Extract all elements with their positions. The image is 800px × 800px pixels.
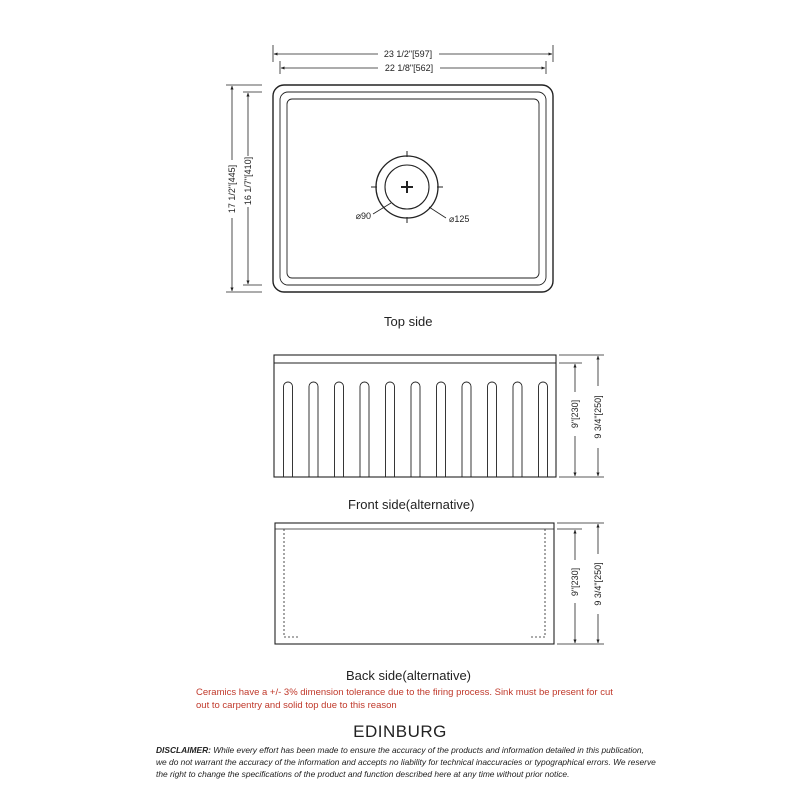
front-view-labels <box>570 395 603 438</box>
top-view-caption: Top side <box>384 314 433 329</box>
inner-width-label: 22 1/8"[562] <box>384 63 434 73</box>
front-flutes <box>284 382 548 477</box>
front-inner-height-label: 9"[230] <box>570 399 580 429</box>
sink-outer-outline <box>273 85 553 292</box>
back-outline <box>275 523 554 644</box>
front-outline <box>274 355 556 477</box>
front-flute <box>462 382 471 477</box>
inner-depth-label: 16 1/7"[410] <box>243 156 253 206</box>
front-view-caption: Front side(alternative) <box>348 497 475 512</box>
front-outer-height-label: 9 3/4"[250] <box>593 395 603 439</box>
disclaimer <box>156 744 656 780</box>
back-view-labels <box>570 562 603 605</box>
drain <box>371 151 446 223</box>
front-flute <box>309 382 318 477</box>
outer-width-label: 23 1/2"[597] <box>383 49 433 59</box>
drain-outer-leader <box>429 207 446 218</box>
front-view <box>274 355 604 477</box>
back-outer-height-label: 9 3/4"[250] <box>593 562 603 606</box>
top-view <box>226 45 553 292</box>
front-flute <box>539 382 548 477</box>
front-flute <box>360 382 369 477</box>
brand-name: EDINBURG <box>353 722 447 741</box>
top-view-labels <box>227 49 469 224</box>
front-flute <box>513 382 522 477</box>
front-flute <box>284 382 293 477</box>
back-hidden-edge-left <box>284 529 300 637</box>
outer-depth-label: 17 1/2"[445] <box>227 164 237 214</box>
drain-outer-diameter-label: ⌀125 <box>449 214 470 224</box>
sink-basin-outline <box>287 99 539 278</box>
front-flute <box>488 382 497 477</box>
disclaimer-text: While every effort has been made to ensure the accuracy of the products and information detailed in this publication, we do not warrant the accuracy of the information and accepts no liability for technical inaccuracies or typographical errors. We reserve the right to change the specifications of the product and function described here at any time without prior notice. <box>156 745 656 779</box>
drain-inner-diameter-label: ⌀90 <box>355 211 371 221</box>
front-flute <box>335 382 344 477</box>
back-hidden-edge-right <box>529 529 545 637</box>
back-view <box>275 523 604 644</box>
front-flute <box>437 382 446 477</box>
sink-rim-outline <box>280 92 546 285</box>
back-inner-height-label: 9"[230] <box>570 567 580 597</box>
front-flute <box>411 382 420 477</box>
tolerance-note: Ceramics have a +/- 3% dimension tolerance due to the firing process. Sink must be present for cut out to carpentry and solid top due to this reason <box>196 687 613 711</box>
back-view-caption: Back side(alternative) <box>346 668 471 683</box>
front-flute <box>386 382 395 477</box>
disclaimer-label: DISCLAIMER: <box>156 745 211 755</box>
